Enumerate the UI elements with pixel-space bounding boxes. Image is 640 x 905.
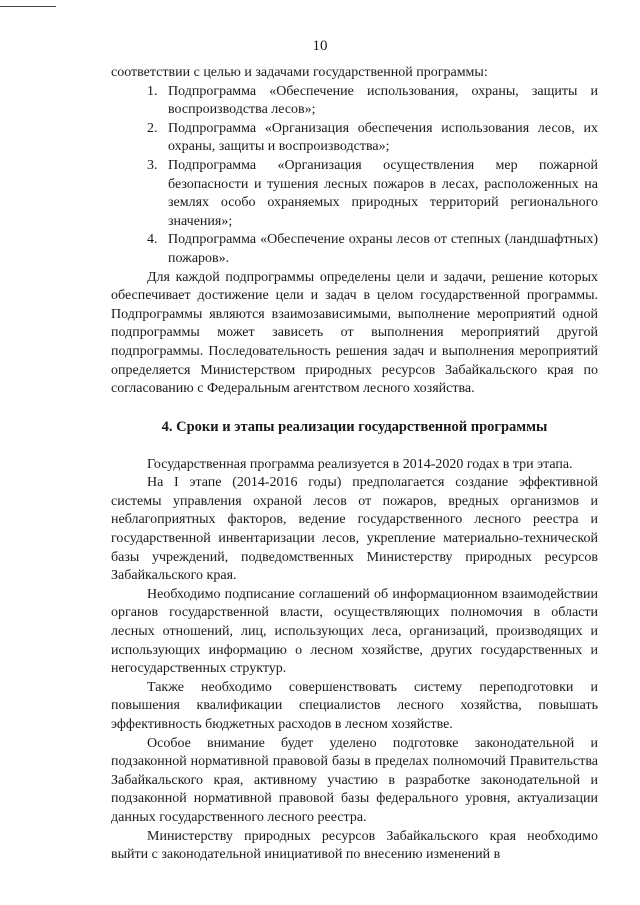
list-item-text: Подпрограмма «Обеспечение охраны лесов от степных (ландшафтных) пожаров». xyxy=(168,232,598,266)
list-item-number: 2. xyxy=(147,120,158,136)
list-item xyxy=(147,231,598,268)
section-heading: 4. Сроки и этапы реализации государственной программы xyxy=(161,418,548,435)
subprogram-list xyxy=(111,83,598,269)
list-item xyxy=(147,120,598,157)
list-item xyxy=(147,157,598,231)
paragraph-5: Особое внимание будет уделено подготовке законодательной и подзаконной нормативной правовой базы в пределах полномочий Правительства Забайкальского края, активному участию в разработке законодательной и подзаконной нормативной правовой базы федерального уровня, актуализации данных государственного лесного реестра. xyxy=(111,735,598,825)
list-item-text: Подпрограмма «Организация осуществления мер пожарной безопасности и тушения лесных пожаров в лесах, расположенных на землях особо охраняемых природных территорий регионального значения»; xyxy=(168,157,598,229)
list-item-text: Подпрограмма «Обеспечение использования, охраны, защиты и воспроизводства лесов»; xyxy=(168,83,598,118)
page-number: 10 xyxy=(312,38,328,54)
list-item-number: 1. xyxy=(147,83,158,99)
paragraph-4: Также необходимо совершенствовать систему переподготовки и повышения квалификации специалистов лесного хозяйства, повышать эффективность бюджетных расходов в лесном хозяйстве. xyxy=(111,679,598,732)
document-body xyxy=(111,64,598,865)
corner-scan-mark xyxy=(0,6,56,7)
list-item xyxy=(147,83,598,120)
paragraph-1: Государственная программа реализуется в 2014-2020 годах в три этапа. xyxy=(147,456,573,472)
list-item-text: Подпрограмма «Организация обеспечения использования лесов, их охраны, защиты и воспроизводства»; xyxy=(168,120,598,155)
paragraph-3: Необходимо подписание соглашений об информационном взаимодействии органов государственной власти, осуществляющих полномочия в области лесных отношений, лиц, использующих леса, организаций, производящих и использующих информацию о лесном хозяйстве, других государственных и негосударственных структур. xyxy=(111,586,598,677)
list-item-number: 3. xyxy=(147,157,158,173)
paragraph-6: Министерству природных ресурсов Забайкальского края необходимо выйти с законодательной инициативой по внесению изменений в xyxy=(111,828,598,863)
intro-line: соответствии с целью и задачами государственной программы: xyxy=(111,65,488,80)
list-item-number: 4. xyxy=(147,232,158,248)
paragraph-subprograms: Для каждой подпрограммы определены цели и задачи, решение которых обеспечивает достижение цели и задач в целом государственной программы. Подпрограммы являются взаимозависимыми, выполнение мероприятий одной подпрограммы может зависеть от выполнения мероприятий другой подпрограммы. Последовательность решения задач и выполнения мероприятий определяется Министерством природных ресурсов Забайкальского края по согласованию с Федеральным агентством лесного хозяйства. xyxy=(111,269,598,397)
paragraph-2: На I этапе (2014-2016 годы) предполагается создание эффективной системы управления охраной лесов от пожаров, вредных организмов и неблагоприятных факторов, ведение государственного лесного реестра и государственной инвентаризации лесов, укрепление материально-технической базы учреждений, подведомственных Министерству природных ресурсов Забайкальского края. xyxy=(111,475,598,584)
